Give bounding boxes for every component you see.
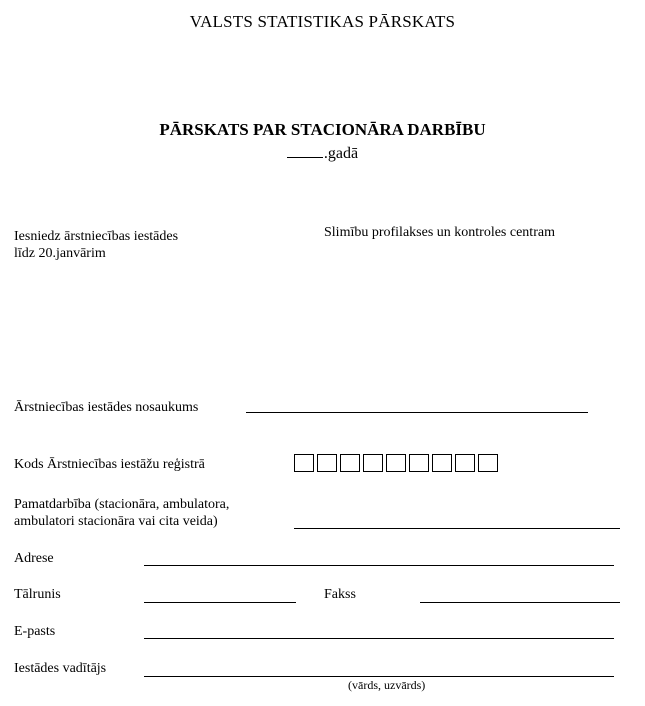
phone-field[interactable] — [144, 602, 296, 603]
registry-code-box[interactable] — [340, 454, 360, 472]
report-title: PĀRSKATS PAR STACIONĀRA DARBĪBU — [159, 120, 486, 139]
institution-name-label: Ārstniecības iestādes nosaukums — [14, 400, 199, 415]
registry-code-box[interactable] — [455, 454, 475, 472]
registry-code-label: Kods Ārstniecības iestāžu reģistrā — [14, 457, 205, 472]
submission-label — [14, 228, 178, 262]
report-year-line — [0, 143, 645, 163]
fax-label: Fakss — [324, 587, 356, 602]
registry-code-box[interactable] — [432, 454, 452, 472]
institution-name-field[interactable] — [246, 412, 588, 413]
year-blank-field[interactable] — [287, 143, 323, 158]
activity-label-line2: ambulatori stacionāra vai cita veida) — [14, 514, 218, 529]
activity-label — [14, 496, 229, 530]
registry-code-box[interactable] — [317, 454, 337, 472]
director-label: Iestādes vadītājs — [14, 661, 107, 676]
director-field[interactable] — [144, 676, 614, 677]
registry-code-box[interactable] — [363, 454, 383, 472]
activity-field[interactable] — [294, 528, 620, 529]
header-title: VALSTS STATISTIKAS PĀRSKATS — [189, 12, 456, 31]
fax-field[interactable] — [420, 602, 620, 603]
address-field[interactable] — [144, 565, 614, 566]
registry-code-box[interactable] — [386, 454, 406, 472]
registry-code-boxes — [294, 454, 501, 472]
registry-code-box[interactable] — [478, 454, 498, 472]
registry-code-box[interactable] — [294, 454, 314, 472]
director-caption: (vārds, uzvārds) — [348, 678, 426, 692]
submission-label-line1: Iesniedz ārstniecības iestādes — [14, 229, 179, 244]
activity-label-line1: Pamatdarbība (stacionāra, ambulatora, — [14, 497, 230, 512]
email-field[interactable] — [144, 638, 614, 639]
email-label: E-pasts — [14, 624, 56, 639]
address-label: Adrese — [14, 551, 54, 566]
year-suffix: .gadā — [323, 145, 359, 162]
registry-code-box[interactable] — [409, 454, 429, 472]
phone-label: Tālrunis — [14, 587, 61, 602]
submission-recipient: Slimību profilakses un kontroles centram — [324, 225, 555, 240]
submission-label-line2: līdz 20.janvārim — [14, 246, 106, 261]
